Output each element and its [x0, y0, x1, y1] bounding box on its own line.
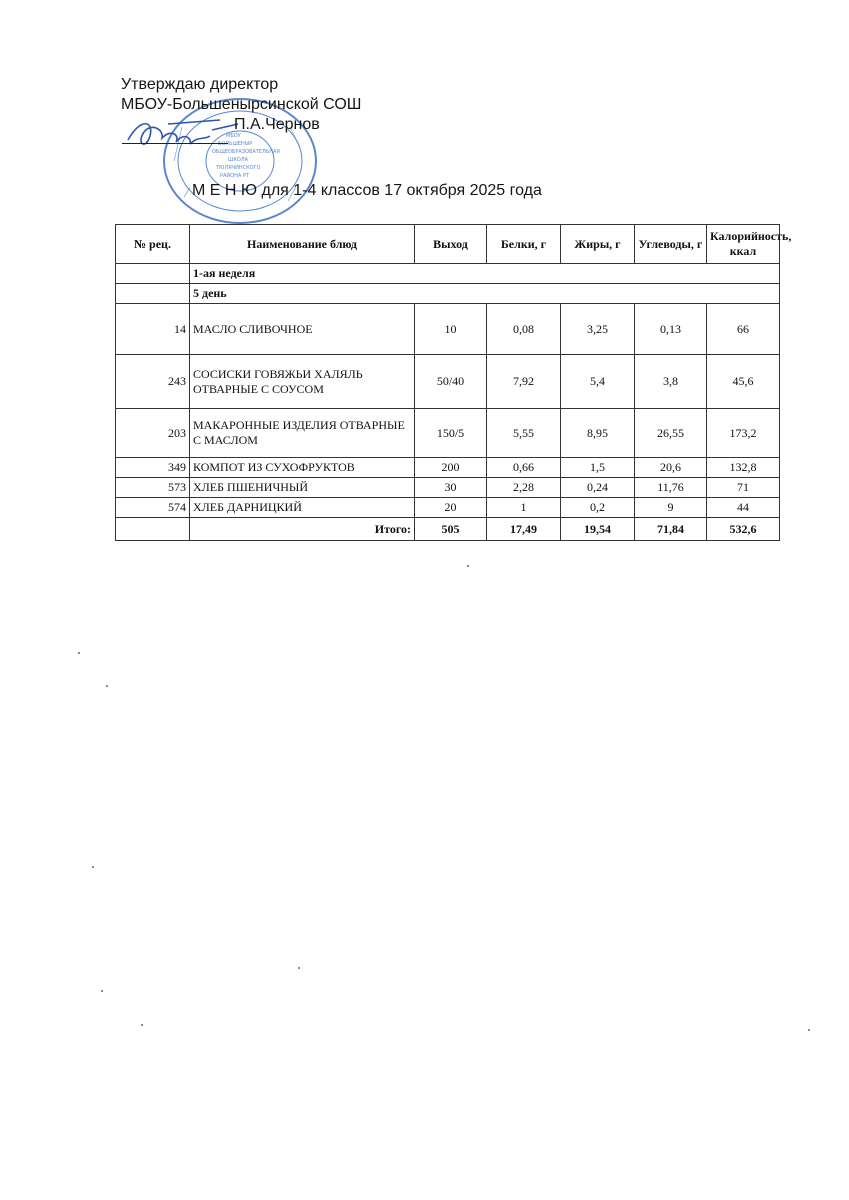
table-row	[116, 409, 780, 458]
scan-speck	[101, 990, 103, 992]
dish-fat: 0,2	[561, 498, 635, 518]
header-rec: № рец.	[116, 225, 190, 264]
svg-text:ТЮЛЯЧИНСКОГО: ТЮЛЯЧИНСКОГО	[216, 165, 261, 171]
total-label: Итого:	[190, 518, 415, 541]
dish-protein: 7,92	[487, 355, 561, 409]
table-row	[116, 458, 780, 478]
table-row	[116, 355, 780, 409]
dish-kcal: 71	[707, 478, 780, 498]
rec-number: 574	[116, 498, 190, 518]
dish-carbs: 9	[635, 498, 707, 518]
svg-text:БОЛЬШЕНЫР: БОЛЬШЕНЫР	[218, 141, 253, 147]
header-protein: Белки, г	[487, 225, 561, 264]
table-header-row	[116, 225, 780, 264]
dish-protein: 1	[487, 498, 561, 518]
dish-protein: 0,66	[487, 458, 561, 478]
scan-speck	[808, 1029, 810, 1031]
rec-number: 349	[116, 458, 190, 478]
rec-number: 573	[116, 478, 190, 498]
dish-name: МАСЛО СЛИВОЧНОЕ	[190, 304, 415, 355]
dish-protein: 0,08	[487, 304, 561, 355]
svg-text:МБОУ: МБОУ	[226, 133, 241, 139]
dish-kcal: 173,2	[707, 409, 780, 458]
dish-carbs: 3,8	[635, 355, 707, 409]
week-label: 1-ая неделя	[190, 264, 780, 284]
table-row	[116, 478, 780, 498]
total-carbs: 71,84	[635, 518, 707, 541]
header-carbs: Углеводы, г	[635, 225, 707, 264]
dish-kcal: 45,6	[707, 355, 780, 409]
total-fat: 19,54	[561, 518, 635, 541]
dish-kcal: 66	[707, 304, 780, 355]
dish-name: СОСИСКИ ГОВЯЖЬИ ХАЛЯЛЬ ОТВАРНЫЕ С СОУСОМ	[190, 355, 415, 409]
dish-name: КОМПОТ ИЗ СУХОФРУКТОВ	[190, 458, 415, 478]
scan-speck	[467, 565, 469, 567]
dish-yield: 20	[415, 498, 487, 518]
dish-fat: 0,24	[561, 478, 635, 498]
dish-name: ХЛЕБ ДАРНИЦКИЙ	[190, 498, 415, 518]
dish-name: МАКАРОННЫЕ ИЗДЕЛИЯ ОТВАРНЫЕ С МАСЛОМ	[190, 409, 415, 458]
rec-number: 14	[116, 304, 190, 355]
signer-name: П.А.Чернов	[234, 116, 320, 133]
dish-yield: 50/40	[415, 355, 487, 409]
approval-line-1: Утверждаю директор	[121, 76, 279, 93]
svg-text:ОБЩЕОБРАЗОВАТЕЛЬНАЯ: ОБЩЕОБРАЗОВАТЕЛЬНАЯ	[212, 149, 280, 155]
scan-speck	[78, 652, 80, 654]
total-protein: 17,49	[487, 518, 561, 541]
dish-protein: 5,55	[487, 409, 561, 458]
dish-fat: 3,25	[561, 304, 635, 355]
day-row	[116, 284, 780, 304]
total-kcal: 532,6	[707, 518, 780, 541]
menu-table	[115, 224, 792, 541]
dish-yield: 10	[415, 304, 487, 355]
week-row	[116, 264, 780, 284]
dish-yield: 150/5	[415, 409, 487, 458]
dish-kcal: 132,8	[707, 458, 780, 478]
table-row	[116, 498, 780, 518]
menu-title: М Е Н Ю для 1-4 классов 17 октября 2025 года	[192, 182, 542, 199]
dish-yield: 200	[415, 458, 487, 478]
day-label: 5 день	[190, 284, 780, 304]
total-yield: 505	[415, 518, 487, 541]
dish-fat: 8,95	[561, 409, 635, 458]
rec-number: 243	[116, 355, 190, 409]
header-fat: Жиры, г	[561, 225, 635, 264]
scan-speck	[141, 1024, 143, 1026]
dish-carbs: 0,13	[635, 304, 707, 355]
header-name: Наименование блюд	[190, 225, 415, 264]
scan-speck	[92, 866, 94, 868]
rec-number: 203	[116, 409, 190, 458]
scan-speck	[298, 967, 300, 969]
approval-block	[121, 75, 361, 135]
svg-text:РАЙОНА РТ: РАЙОНА РТ	[220, 173, 249, 179]
approval-line-2: МБОУ-Большенырсинской СОШ	[121, 96, 362, 113]
dish-fat: 5,4	[561, 355, 635, 409]
svg-text:ШКОЛА: ШКОЛА	[228, 157, 249, 163]
header-kcal: Калорийность, ккал	[707, 225, 780, 264]
dish-kcal: 44	[707, 498, 780, 518]
signature-line	[122, 143, 228, 144]
header-yield: Выход	[415, 225, 487, 264]
dish-carbs: 26,55	[635, 409, 707, 458]
dish-carbs: 20,6	[635, 458, 707, 478]
dish-carbs: 11,76	[635, 478, 707, 498]
dish-protein: 2,28	[487, 478, 561, 498]
dish-name: ХЛЕБ ПШЕНИЧНЫЙ	[190, 478, 415, 498]
dish-yield: 30	[415, 478, 487, 498]
dish-fat: 1,5	[561, 458, 635, 478]
scan-speck	[106, 685, 108, 687]
total-row	[116, 518, 780, 541]
table-row	[116, 304, 780, 355]
